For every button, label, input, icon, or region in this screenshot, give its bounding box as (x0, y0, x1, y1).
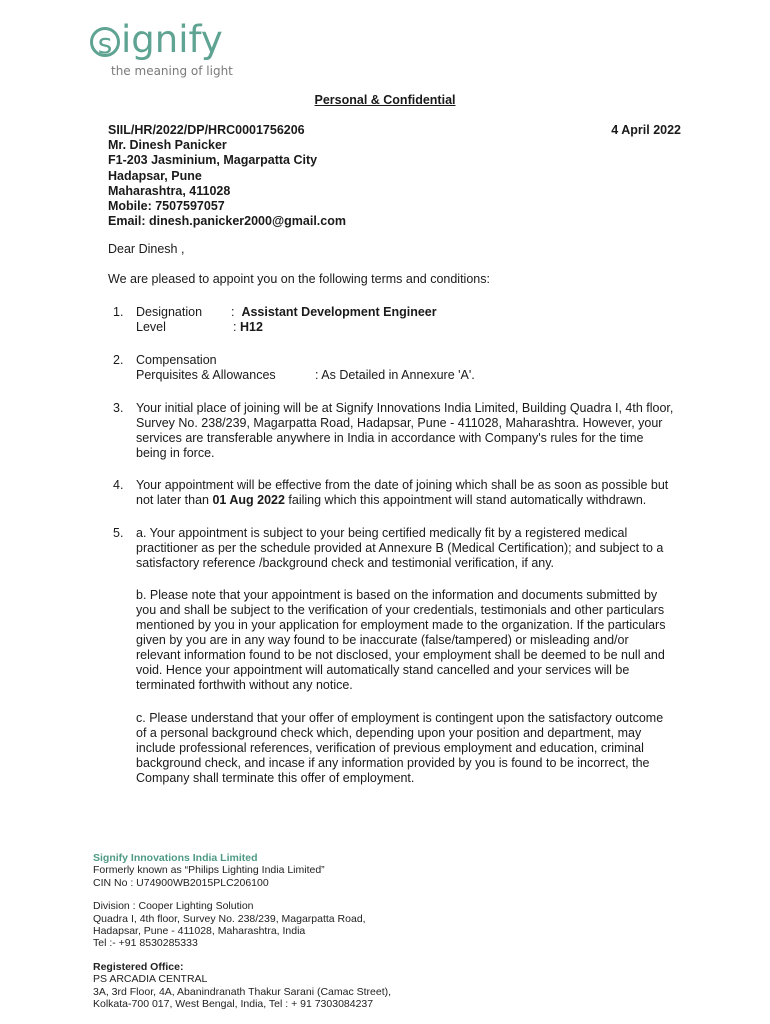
recipient-mobile: Mobile: 7507597057 (108, 199, 225, 214)
footer-cin: CIN No : U74900WB2015PLC206100 (93, 876, 269, 889)
condition-b-paragraph (136, 588, 676, 693)
paragraph-line: a. Your appointment is subject to your being certified medically fit by a registered medical (136, 526, 628, 540)
perquisites-label: Perquisites & Allowances (136, 368, 276, 382)
condition-c-paragraph (136, 711, 676, 786)
item-number: 1. (113, 305, 124, 319)
last-joining-date: 01 Aug 2022 (212, 493, 285, 507)
paragraph-line: Survey No. 238/239, Magarpatta Road, Hadapsar, Pune - 411028, Maharashtra. However, your (136, 416, 663, 430)
paragraph-line: background check, and incase if any information provided by you is found to be incorrect, the (136, 756, 650, 770)
paragraph-line: Company shall terminate this offer of employment. (136, 771, 415, 785)
recipient-email: Email: dinesh.panicker2000@gmail.com (108, 214, 346, 229)
footer-address-line: 3A, 3rd Floor, 4A, Abanindranath Thakur Sarani (Camac Street), (93, 985, 392, 998)
confidential-text: Personal & Confidential (314, 93, 456, 107)
paragraph-line: given by you are in any way found to be inaccurate (false/tampered) or misleading and/or (136, 633, 629, 647)
paragraph-line: include professional references, verification of previous employment and education, criminal (136, 741, 644, 755)
separator: : (231, 305, 235, 319)
item-number: 5. (113, 526, 124, 540)
designation-value: Assistant Development Engineer (241, 305, 437, 319)
item-number: 4. (113, 478, 124, 492)
level-value: H12 (239, 320, 263, 334)
address-line: F1-203 Jasminium, Magarpatta City (108, 153, 318, 168)
logo-s-mark: s (90, 27, 120, 57)
logo-wordmark (90, 18, 223, 61)
address-line: Maharashtra, 411028 (108, 183, 231, 198)
footer-formerly: Formerly known as “Philips Lighting India Limited” (93, 864, 325, 877)
paragraph-line: terminated forthwith without any notice. (136, 678, 353, 692)
address-line: Hadapsar, Pune (108, 168, 202, 183)
item-number: 3. (113, 401, 124, 415)
salutation: Dear Dinesh , (108, 242, 185, 256)
perquisites-value: : As Detailed in Annexure 'A'. (315, 368, 475, 382)
footer-address-line: PS ARCADIA CENTRAL (93, 973, 208, 986)
paragraph-line: b. Please note that your appointment is based on the information and documents submitted by (136, 588, 658, 602)
paragraph-line: void. Hence your appointment will automatically stand cancelled and your services will be (136, 663, 630, 677)
signify-logo (90, 18, 260, 86)
letter-footer (93, 852, 391, 1010)
paragraph-line: practitioner as per the schedule provided at Annexure B (Medical Certification); and subject to a (136, 541, 664, 555)
item-number: 2. (113, 353, 124, 367)
separator: : (233, 320, 237, 334)
paragraph-line: services are transferable anywhere in India in accordance with Company's rules for the time (136, 431, 644, 445)
logo-wordmark-text: ignify (121, 18, 223, 61)
recipient-name: Mr. Dinesh Panicker (108, 138, 227, 153)
footer-telephone: Tel :- +91 8530285333 (93, 937, 198, 950)
confidential-heading (0, 93, 770, 107)
designation-label: Designation (136, 305, 203, 319)
paragraph-text: not later than (136, 493, 213, 507)
footer-registered-office-label: Registered Office: (93, 960, 184, 973)
paragraph-line: satisfactory reference /background check and testimonial verification, if any. (136, 556, 555, 570)
footer-address-line: Kolkata-700 017, West Bengal, India, Tel : + 91 7303084237 (93, 998, 374, 1011)
paragraph-line: Your appointment will be effective from the date of joining which shall be as soon as possible but (136, 478, 669, 492)
level-label: Level (136, 320, 166, 334)
compensation-label: Compensation (136, 353, 217, 367)
paragraph-line: relevant information found to be not disclosed, your employment shall be deemed to be null and (136, 648, 665, 662)
footer-company-name: Signify Innovations India Limited (93, 852, 258, 864)
paragraph-line: being in force. (136, 446, 215, 460)
footer-division: Division : Cooper Lighting Solution (93, 900, 254, 913)
logo-tagline: the meaning of light (111, 64, 233, 78)
paragraph-line: of a personal background check which, depending upon your position and department, may (136, 726, 642, 740)
paragraph-line: c. Please understand that your offer of employment is contingent upon the satisfactory outcome (136, 711, 664, 725)
reference-number: SIIL/HR/2022/DP/HRC0001756206 (108, 123, 305, 137)
intro-text: We are pleased to appoint you on the following terms and conditions: (108, 272, 490, 286)
letter-date: 4 April 2022 (611, 123, 681, 137)
footer-address-line: Quadra I, 4th floor, Survey No. 238/239, Magarpatta Road, (93, 912, 366, 925)
paragraph-line: Your initial place of joining will be at Signify Innovations India Limited, Building Quadra I, 4th floor, (136, 401, 674, 415)
recipient-address (108, 123, 346, 229)
paragraph-line: mentioned by you in your application for employment made to the organization. If the particulars (136, 618, 666, 632)
footer-address-line: Hadapsar, Pune - 411028, Maharashtra, India (93, 925, 306, 938)
paragraph-text: failing which this appointment will stand automatically withdrawn. (284, 493, 647, 507)
paragraph-line: you and shall be subject to the verification of your credentials, testimonials and other particulars (136, 603, 665, 617)
